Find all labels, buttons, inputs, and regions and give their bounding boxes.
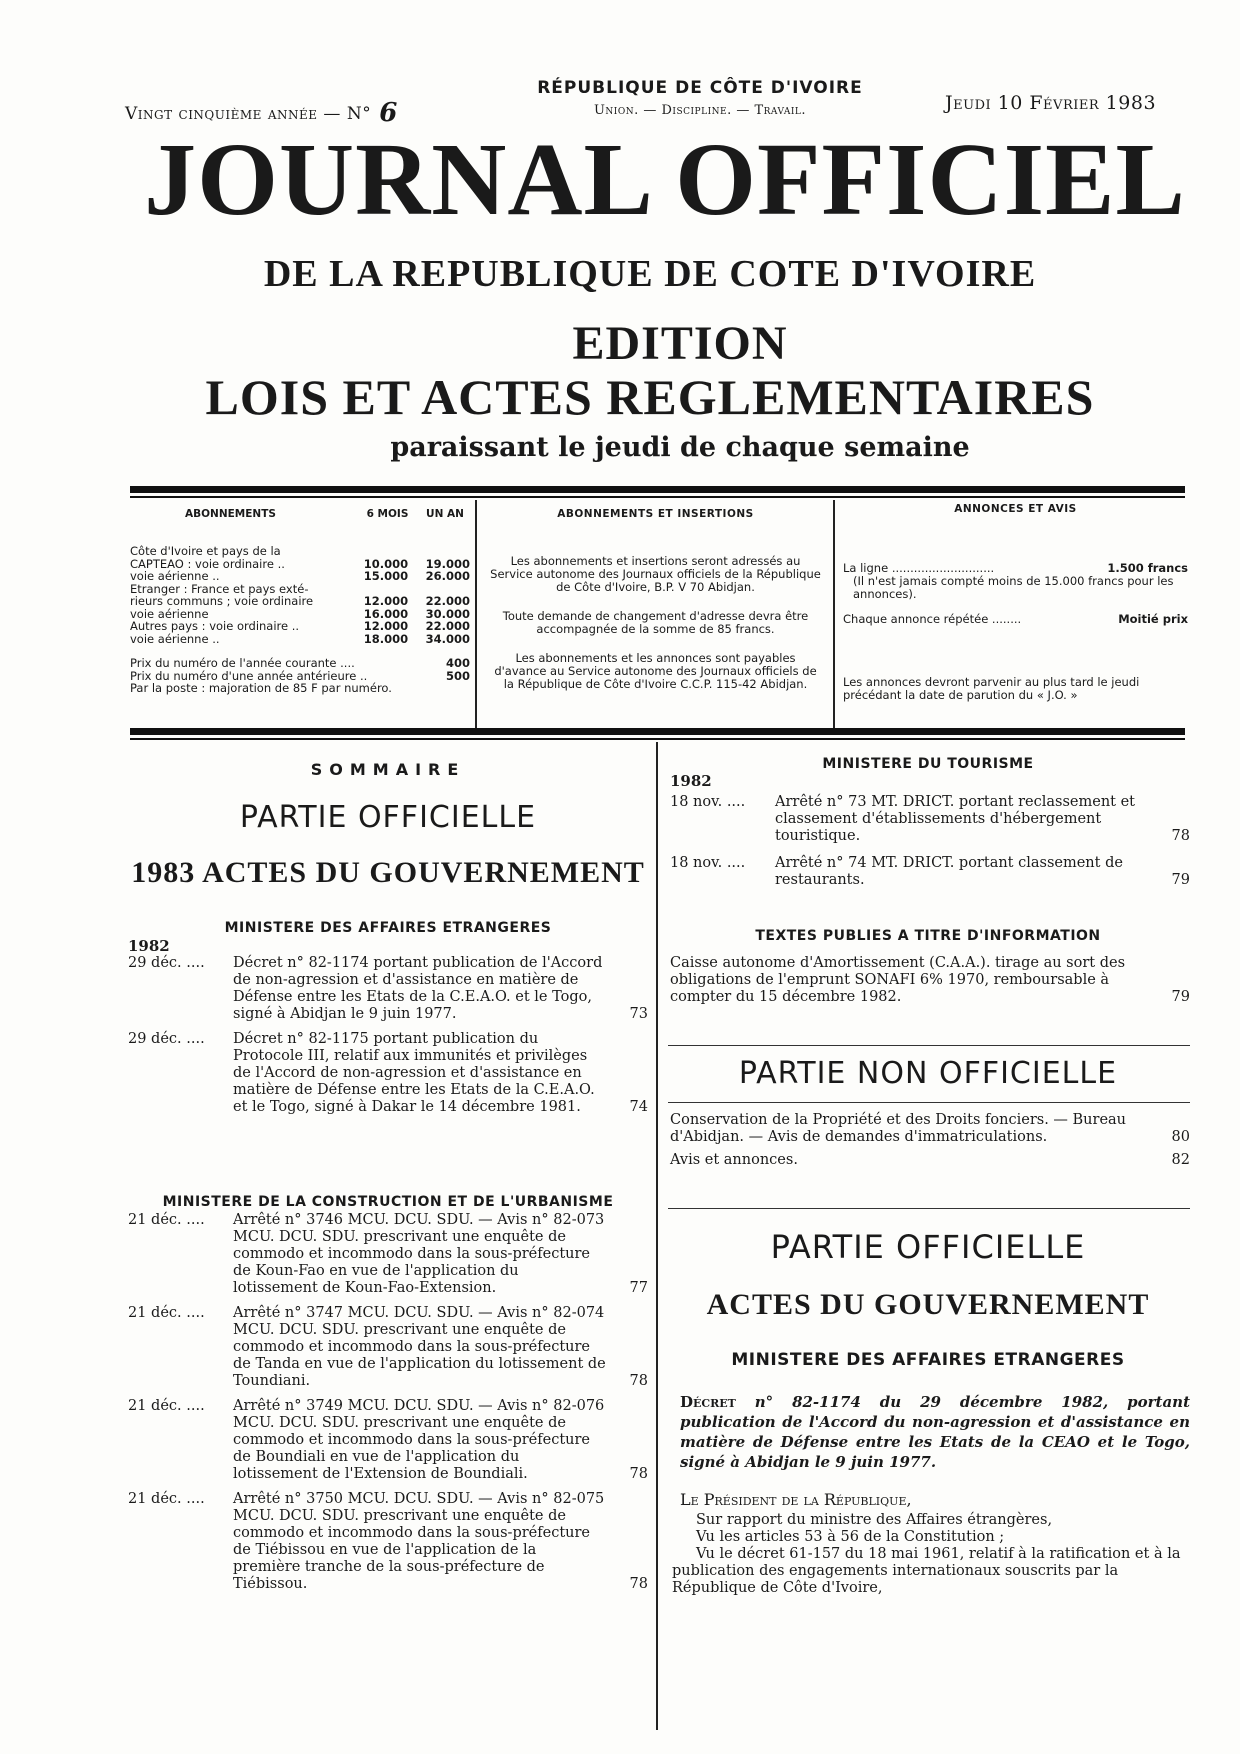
line-rate-price: 1.500 francs bbox=[1107, 561, 1188, 575]
entry-text: Avis et annonces. bbox=[670, 1152, 798, 1168]
sommaire-entry bbox=[670, 794, 1190, 845]
entry-text: Conservation de la Propriété et des Droits fonciers. — Bureau d'Abidjan. — Avis de demandes d'immatriculations. bbox=[670, 1112, 1127, 1145]
header-rule-bottom-thin bbox=[130, 738, 1185, 740]
tourisme-year: 1982 bbox=[670, 772, 712, 790]
line-rate-note: (Il n'est jamais compté moins de 15.000 francs pour les annonces). bbox=[853, 574, 1174, 601]
price-label: Par la poste : majoration de 85 F par numéro. bbox=[130, 681, 392, 695]
price-value bbox=[433, 682, 470, 695]
mcu-entries bbox=[128, 1212, 648, 1601]
entry-page: 73 bbox=[629, 1006, 648, 1022]
tourisme-heading: MINISTERE DU TOURISME bbox=[822, 756, 1034, 772]
subscription-6-months: 12.000 bbox=[363, 619, 409, 633]
subscription-6-months: 15.000 bbox=[363, 569, 409, 583]
entry-page: 82 bbox=[1171, 1152, 1190, 1168]
subscription-1-year: 22.000 bbox=[425, 594, 470, 608]
visa-line: Sur rapport du ministre des Affaires étrangères, bbox=[696, 1512, 1053, 1528]
entry-date: 18 nov. .... bbox=[670, 855, 746, 871]
entry-text: Décret n° 82-1174 portant publication de l'Accord de non-agression et d'assistance en matière de Défense entre les Etats de la C.E.A.O. et le Togo, signé à Abidjan le 9 juin 1977. bbox=[233, 955, 603, 1022]
annonces-deadline: Les annonces devront parvenir au plus tard le jeudi précédant la date de parution du « J.O. » bbox=[843, 675, 1140, 702]
sommaire-entry bbox=[128, 1398, 648, 1483]
subscription-row bbox=[130, 620, 470, 633]
subscription-label: Autres pays : voie ordinaire .. bbox=[130, 619, 300, 633]
annonces-box bbox=[843, 503, 1188, 702]
entry-text: Arrêté n° 3746 MCU. DCU. SDU. — Avis n° 82-073 MCU. DCU. SDU. prescrivant une enquête de commodo et incommodo dans la sous-préfecture de Koun-Fao en vue de l'application du lotissement de Koun-Fao-Extension. bbox=[233, 1212, 605, 1296]
decree-prefix: Décret bbox=[680, 1393, 736, 1411]
mae-heading: MINISTERE DES AFFAIRES ETRANGERES bbox=[224, 920, 552, 936]
main-partie-officielle: PARTIE OFFICIELLE bbox=[770, 1228, 1086, 1266]
insertions-address: Les abonnements et insertions seront adressés au Service autonome des Journaux officiels de la République de Côte d'Ivoire, B.P. V 70 Abidjan. bbox=[490, 554, 821, 594]
sommaire-entry bbox=[128, 1305, 648, 1390]
entry-page: 79 bbox=[1171, 872, 1190, 888]
entry-date: 21 déc. .... bbox=[128, 1491, 205, 1507]
issue-date: Jeudi 10 Février 1983 bbox=[945, 92, 1157, 114]
subscription-6-months bbox=[346, 545, 408, 558]
box-divider-2 bbox=[833, 500, 835, 728]
divider-rule bbox=[668, 1102, 1190, 1103]
subscription-label: rieurs communs ; voie ordinaire bbox=[130, 594, 314, 608]
col-1-year: UN AN bbox=[426, 508, 464, 520]
sommaire-entry bbox=[128, 955, 648, 1023]
info-text: Caisse autonome d'Amortissement (C.A.A.). tirage au sort des obligations de l'emprunt SONAFI 6% 1970, remboursable à compter du 15 décembre 1982. bbox=[670, 955, 1126, 1005]
non-officielle-entries bbox=[670, 1112, 1190, 1175]
price-value: 400 bbox=[445, 656, 470, 670]
info-entry bbox=[670, 955, 1190, 1006]
price-value: 500 bbox=[445, 668, 470, 683]
entry-page: 80 bbox=[1171, 1129, 1190, 1145]
payment-note: Les abonnements et les annonces sont payables d'avance au Service autonome des Journaux officiels de la République de Côte d'Ivoire C.C.P. 115-42 Abidjan. bbox=[494, 651, 817, 691]
subscription-row bbox=[130, 545, 470, 558]
tourisme-entries bbox=[670, 794, 1190, 899]
subscription-1-year: 30.000 bbox=[425, 606, 470, 621]
president-line: Le Président de la République, bbox=[680, 1490, 912, 1509]
insertions-box bbox=[488, 508, 823, 691]
national-motto: Union. — Discipline. — Travail. bbox=[593, 103, 807, 118]
entry-text: Décret n° 82-1175 portant publication du Protocole III, relatif aux immunités et privilèges de l'Accord de non-agression et d'assistance en matière de Défense entre les Etats de la C.E.A.O. et le Togo, signé à Dakar le 14 décembre 1981. bbox=[233, 1031, 595, 1115]
issue-number: 6 bbox=[379, 98, 398, 128]
entry-date: 21 déc. .... bbox=[128, 1305, 205, 1321]
repeat-rate-price: Moitié prix bbox=[1118, 612, 1188, 626]
price-label: Prix du numéro d'une année antérieure .. bbox=[130, 668, 368, 683]
mcu-heading: MINISTERE DE LA CONSTRUCTION ET DE L'URBANISME bbox=[162, 1194, 614, 1210]
entry-date: 29 déc. .... bbox=[128, 1031, 205, 1047]
price-label: Prix du numéro de l'année courante .... bbox=[130, 656, 355, 670]
subscription-row bbox=[130, 633, 470, 646]
edition-subtitle: LOIS ET ACTES REGLEMENTAIRES bbox=[205, 369, 1095, 425]
sommaire-entry bbox=[128, 1491, 648, 1593]
republic-block bbox=[520, 78, 880, 118]
sommaire-entry bbox=[670, 1112, 1190, 1146]
sommaire-entry bbox=[670, 855, 1190, 889]
subscription-row bbox=[130, 595, 470, 608]
decree-visas bbox=[672, 1512, 1190, 1597]
entry-date: 18 nov. .... bbox=[670, 794, 746, 810]
entry-date: 29 déc. .... bbox=[128, 955, 205, 971]
subscription-label: CAPTEAO : voie ordinaire .. bbox=[130, 556, 285, 571]
mae-entries bbox=[128, 955, 648, 1124]
subscription-label: voie aérienne .. bbox=[130, 631, 220, 646]
entry-page: 78 bbox=[1171, 828, 1190, 844]
subscription-6-months: 18.000 bbox=[363, 631, 409, 646]
journal-title: JOURNAL OFFICIEL bbox=[144, 122, 1186, 237]
entry-date: 21 déc. .... bbox=[128, 1212, 205, 1228]
subscription-row bbox=[130, 570, 470, 583]
sommaire-entry bbox=[128, 1212, 648, 1297]
sommaire-partie-officielle: PARTIE OFFICIELLE bbox=[239, 800, 537, 835]
entry-page: 74 bbox=[629, 1099, 648, 1115]
sommaire-entry bbox=[670, 1152, 1190, 1169]
subscription-1-year bbox=[408, 545, 470, 558]
subscription-6-months: 10.000 bbox=[363, 556, 409, 571]
subscription-1-year: 19.000 bbox=[425, 556, 470, 571]
price-row bbox=[130, 682, 470, 695]
annonces-heading: ANNONCES ET AVIS bbox=[954, 503, 1077, 515]
visa-line: Vu les articles 53 à 56 de la Constitution ; bbox=[696, 1529, 1005, 1545]
divider-rule bbox=[668, 1045, 1190, 1046]
insertions-heading: ABONNEMENTS ET INSERTIONS bbox=[557, 508, 754, 520]
price-table bbox=[130, 657, 470, 695]
subscription-table bbox=[130, 545, 470, 645]
column-divider bbox=[656, 742, 658, 1730]
republic-name: RÉPUBLIQUE DE CÔTE D'IVOIRE bbox=[537, 78, 863, 98]
subscription-label: voie aérienne bbox=[130, 606, 209, 621]
info-heading: TEXTES PUBLIES A TITRE D'INFORMATION bbox=[755, 928, 1101, 944]
entry-text: Arrêté n° 74 MT. DRICT. portant classement de restaurants. bbox=[775, 855, 1123, 888]
main-actes-heading: ACTES DU GOUVERNEMENT bbox=[706, 1288, 1150, 1321]
subscription-6-months: 16.000 bbox=[363, 606, 409, 621]
decree-title bbox=[680, 1392, 1190, 1472]
subscription-label: Etranger : France et pays exté- bbox=[130, 581, 309, 596]
entry-page: 77 bbox=[629, 1280, 648, 1296]
entry-text: Arrêté n° 3749 MCU. DCU. SDU. — Avis n° 82-076 MCU. DCU. SDU. prescrivant une enquête de commodo et incommodo dans la sous-préfecture de Boundiali en vue de l'application du lotissement de l'Extension de Boundiali. bbox=[233, 1398, 605, 1482]
price-row bbox=[130, 657, 470, 670]
main-ministry-heading: MINISTERE DES AFFAIRES ETRANGERES bbox=[731, 1350, 1125, 1370]
repeat-rate-label: Chaque annonce répétée ........ bbox=[843, 612, 1022, 626]
info-page: 79 bbox=[1171, 989, 1190, 1005]
entry-text: Arrêté n° 3747 MCU. DCU. SDU. — Avis n° 82-074 MCU. DCU. SDU. prescrivant une enquête de commodo et incommodo dans la sous-préfecture de Tanda en vue de l'application du lotissement de Toundiani. bbox=[233, 1305, 606, 1389]
subscription-1-year: 34.000 bbox=[425, 631, 470, 646]
entry-text: Arrêté n° 73 MT. DRICT. portant reclassement et classement d'établissements d'hébergement touristique. bbox=[775, 794, 1136, 844]
entry-page: 78 bbox=[629, 1576, 648, 1592]
entry-page: 78 bbox=[629, 1466, 648, 1482]
divider-rule bbox=[668, 1208, 1190, 1209]
entry-date: 21 déc. .... bbox=[128, 1398, 205, 1414]
entry-text: Arrêté n° 3750 MCU. DCU. SDU. — Avis n° 82-075 MCU. DCU. SDU. prescrivant une enquête de commodo et incommodo dans la sous-préfecture de Tiébissou en vue de l'application de la première tranche de la sous-préfecture de Tiébissou. bbox=[233, 1491, 605, 1592]
header-rule-top bbox=[130, 486, 1185, 493]
subscription-label: Côte d'Ivoire et pays de la bbox=[130, 544, 281, 558]
subscription-heading: ABONNEMENTS bbox=[185, 508, 276, 520]
header-rule-top-thin bbox=[130, 496, 1185, 498]
header-rule-bottom bbox=[130, 728, 1185, 735]
entry-page: 78 bbox=[629, 1373, 648, 1389]
sommaire-entry bbox=[128, 1031, 648, 1116]
year-label: Vingt cinquième année — N° bbox=[125, 104, 372, 124]
box-divider-1 bbox=[475, 500, 477, 728]
subscription-box bbox=[130, 508, 470, 695]
subscription-1-year: 26.000 bbox=[425, 569, 470, 583]
subscription-1-year: 22.000 bbox=[425, 619, 470, 633]
mae-year: 1982 bbox=[128, 937, 170, 955]
line-rate-label: La ligne ............................ bbox=[843, 561, 995, 575]
journal-subtitle: DE LA REPUBLIQUE DE COTE D'IVOIRE bbox=[263, 253, 1037, 295]
subscription-6-months: 12.000 bbox=[363, 594, 409, 608]
sommaire-actes-heading: 1983 ACTES DU GOUVERNEMENT bbox=[131, 856, 645, 889]
sommaire-title: SOMMAIRE bbox=[310, 760, 466, 779]
edition-label: EDITION bbox=[572, 317, 788, 370]
address-change-note: Toute demande de changement d'adresse devra être accompagnée de la somme de 85 francs. bbox=[502, 609, 809, 636]
visa-line: Vu le décret 61-157 du 18 mai 1961, relatif à la ratification et à la publication des engagements internationaux souscrits par la République de Côte d'Ivoire, bbox=[672, 1546, 1181, 1596]
col-6-months: 6 MOIS bbox=[366, 508, 409, 520]
partie-non-officielle-title: PARTIE NON OFFICIELLE bbox=[738, 1056, 1118, 1091]
decree-title-text: n° 82-1174 du 29 décembre 1982, portant publication de l'Accord du non-agression et d'assistance en matière de Défense entre les Etats de la CEAO et le Togo, signé à Abidjan le 9 juin 1977. bbox=[680, 1393, 1191, 1471]
publication-frequency: paraissant le jeudi de chaque semaine bbox=[390, 432, 970, 463]
subscription-label: voie aérienne .. bbox=[130, 569, 220, 583]
